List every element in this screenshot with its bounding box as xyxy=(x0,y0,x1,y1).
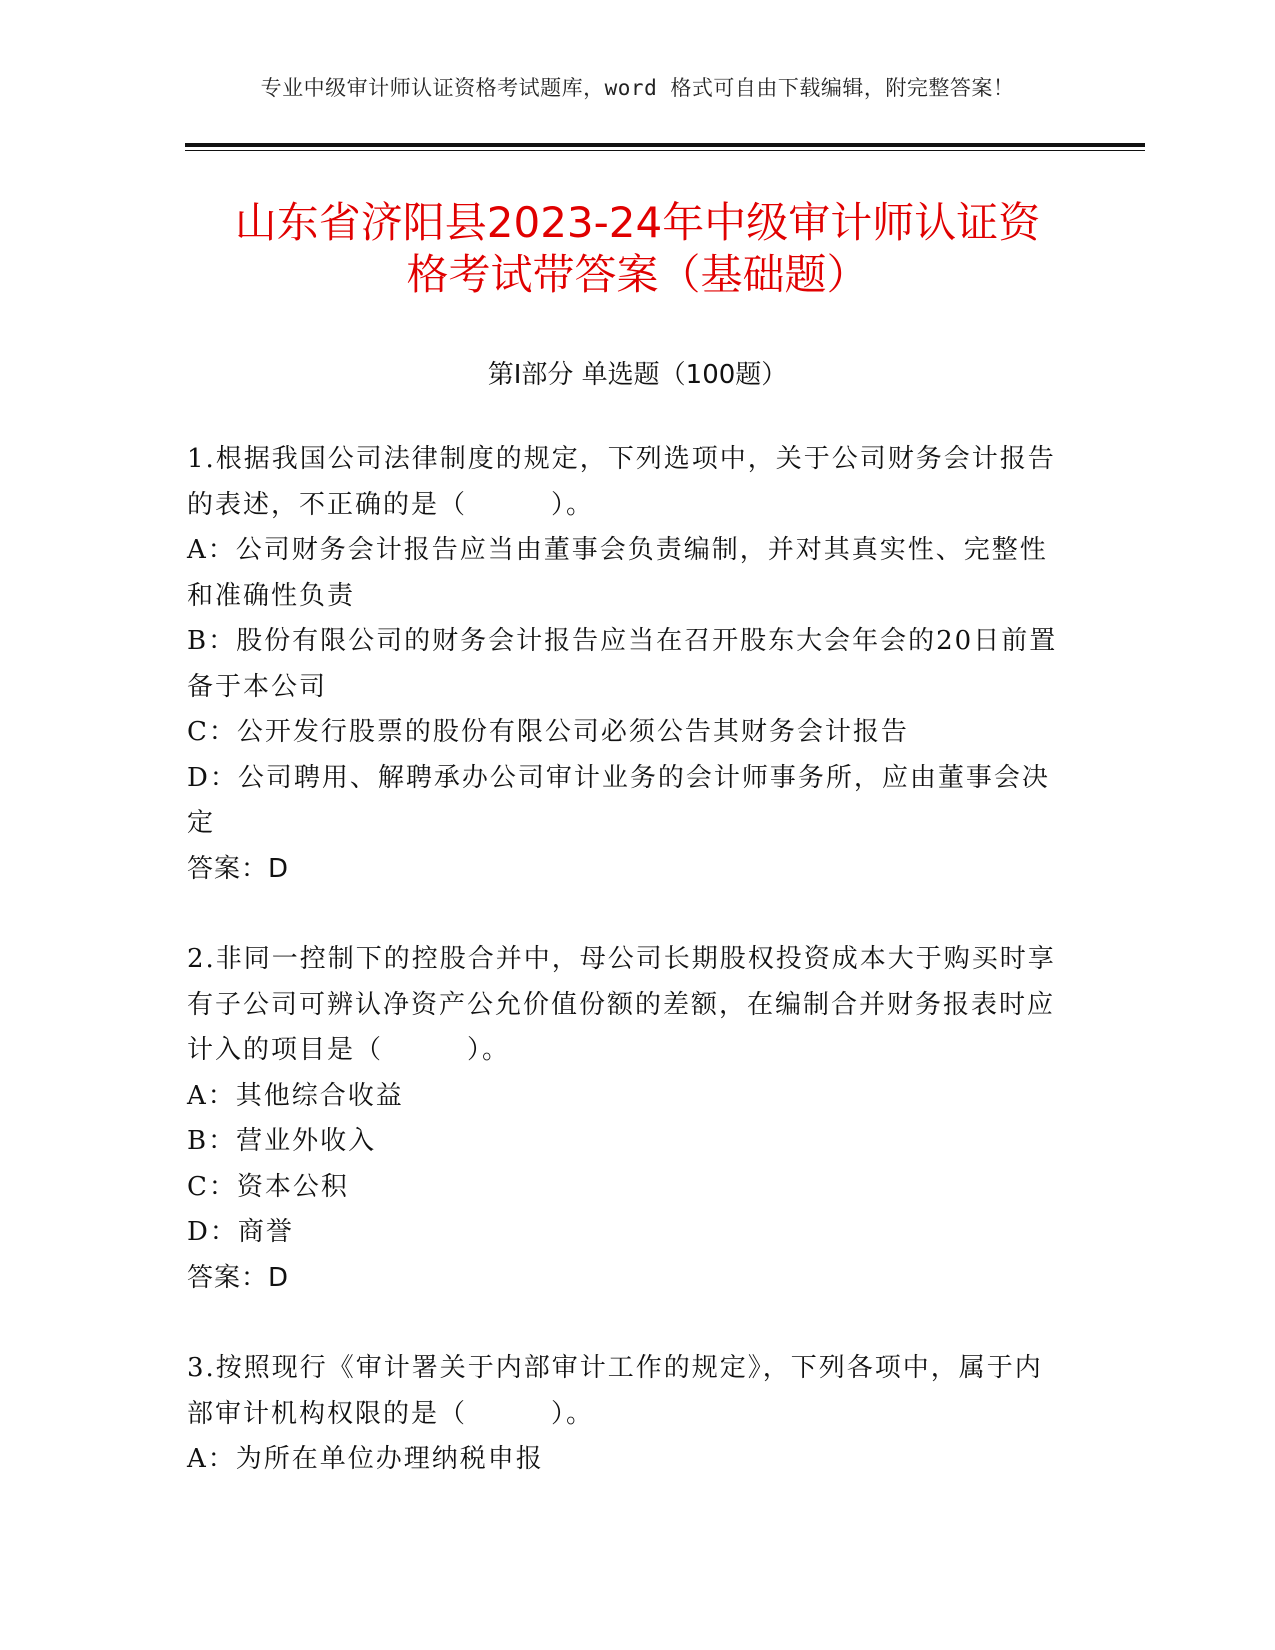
question-stem: 3.按照现行《审计署关于内部审计工作的规定》，下列各项中，属于内部审计机构权限的是（ ）。 xyxy=(187,1353,1043,1429)
option-a: A：为所在单位办理纳税申报 xyxy=(187,1444,544,1474)
option-a: A：其他综合收益 xyxy=(187,1080,404,1111)
option-d: D：公司聘用、解聘承办公司审计业务的会计师事务所，应由董事会决定 xyxy=(187,762,1050,838)
answer: 答案：D xyxy=(187,853,290,884)
option-a: A：公司财务会计报告应当由董事会负责编制，并对其真实性、完整性和准确性负责 xyxy=(187,535,1048,611)
option-d: D：商誉 xyxy=(187,1217,294,1247)
question-list xyxy=(187,437,1067,1528)
section-heading: 第Ⅰ部分 单选题（100题） xyxy=(487,360,788,390)
header-note: 专业中级审计师认证资格考试题库，word 格式可自由下载编辑，附完整答案！ xyxy=(260,76,1015,100)
option-b: B：营业外收入 xyxy=(187,1126,377,1156)
option-c: C：资本公积 xyxy=(187,1171,349,1202)
document-title-line-1: 山东省济阳县2023-24年中级审计师认证资 xyxy=(234,198,1041,247)
document-title-line-2: 格考试带答案（基础题） xyxy=(406,250,869,299)
question-1 xyxy=(187,437,1067,892)
document-title xyxy=(150,197,1125,301)
question-2 xyxy=(187,937,1067,1301)
header-rule-thin xyxy=(185,150,1145,151)
question-stem: 2.非同一控制下的控股合并中，母公司长期股权投资成本大于购买时享有子公司可辨认净资产公允价值份额的差额，在编制合并财务报表时应计入的项目是（ ）。 xyxy=(187,944,1056,1065)
option-b: B：股份有限公司的财务会计报告应当在召开股东大会年会的20日前置备于本公司 xyxy=(187,626,1058,702)
question-3 xyxy=(187,1346,1067,1483)
option-c: C：公开发行股票的股份有限公司必须公告其财务会计报告 xyxy=(187,717,909,747)
question-stem: 1.根据我国公司法律制度的规定，下列选项中，关于公司财务会计报告的表述，不正确的是（ ）。 xyxy=(187,444,1056,520)
header-rule-thick xyxy=(185,143,1145,147)
answer: 答案：D xyxy=(187,1262,290,1293)
